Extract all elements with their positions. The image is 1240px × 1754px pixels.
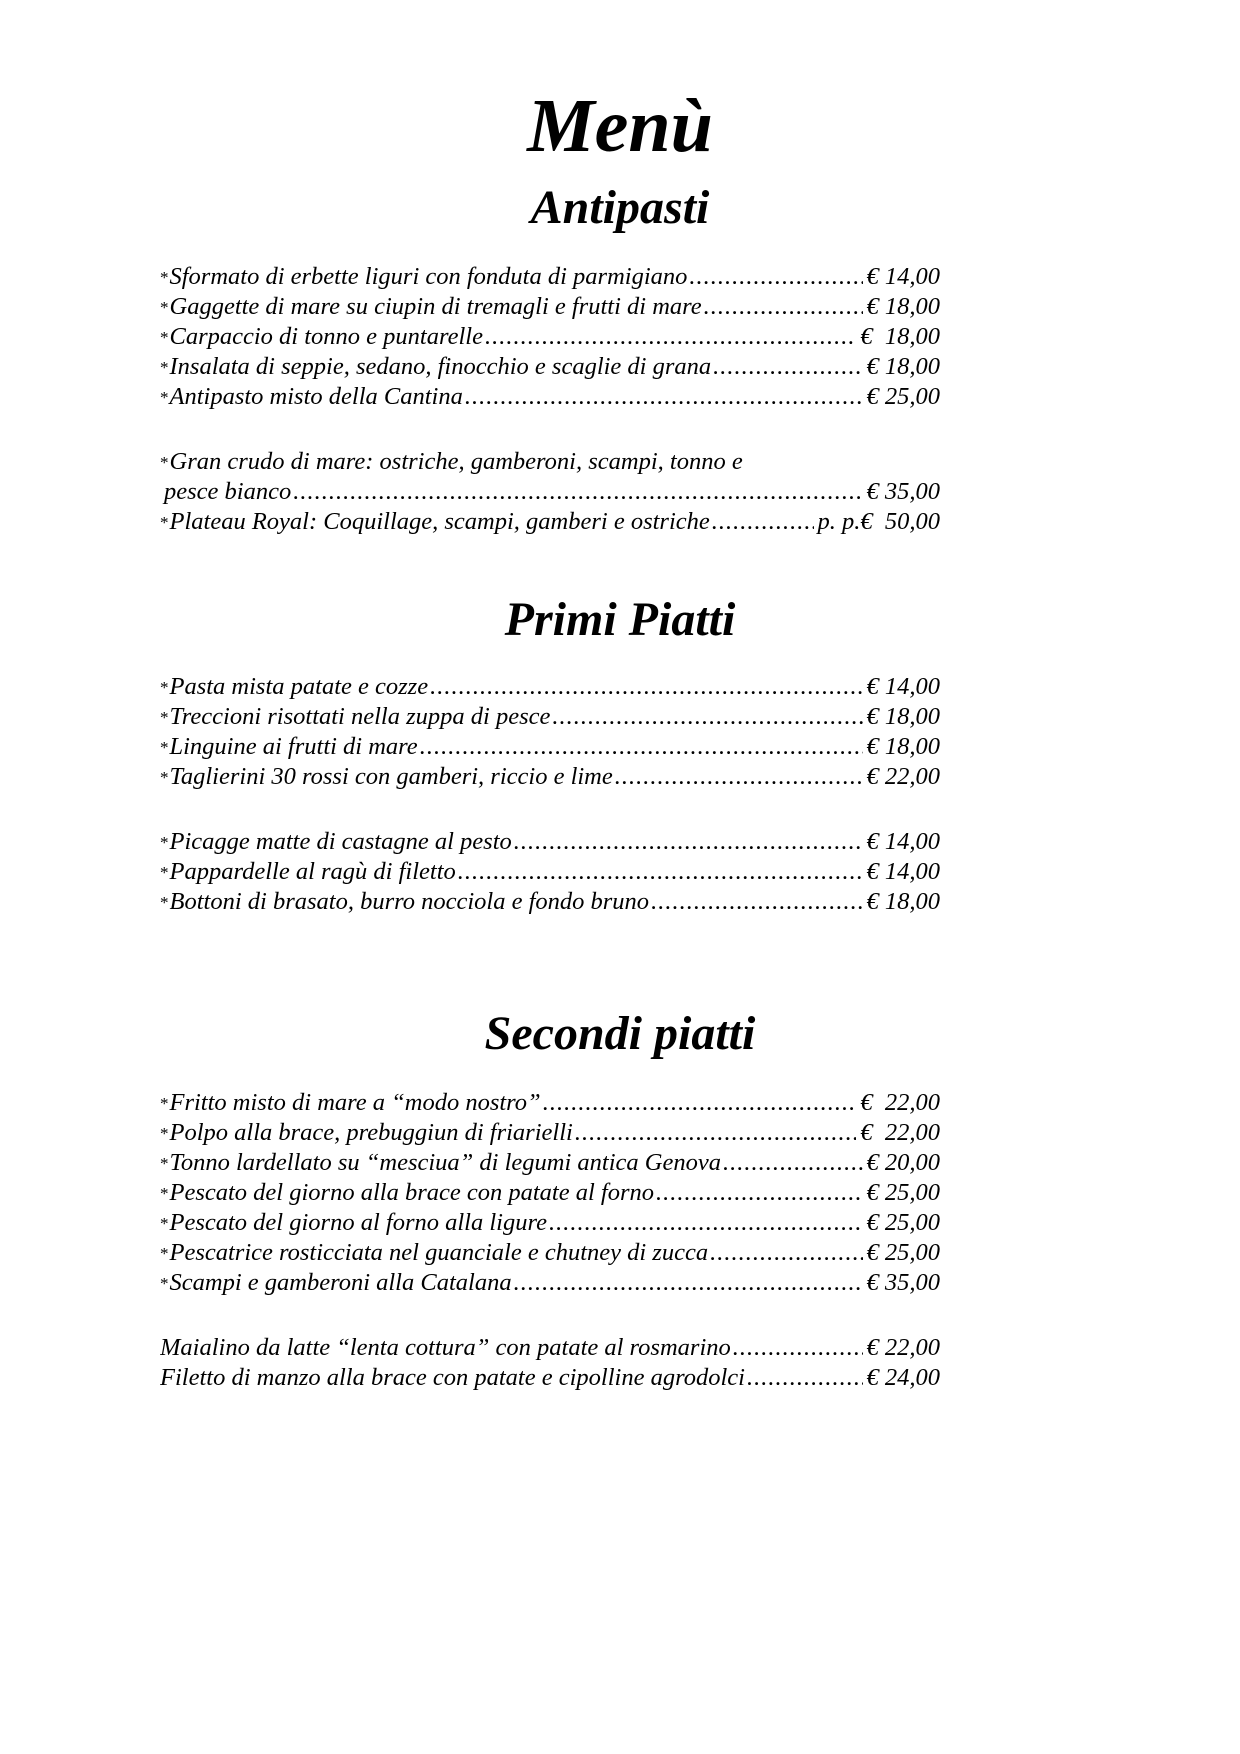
dot-leader — [712, 507, 814, 537]
secondi-piatti-list — [160, 1088, 940, 1393]
dot-leader — [465, 382, 863, 412]
menu-item-name: Taglierini 30 rossi con gamberi, riccio e lime — [169, 763, 613, 790]
menu-item-name: Maialino da latte “lenta cottura” con patate al rosmarino — [160, 1334, 731, 1361]
menu-item-price: € 18,00 — [866, 703, 940, 730]
menu-item — [160, 702, 940, 732]
menu-item-price: € 18,00 — [866, 353, 940, 380]
menu-item-name: Tonno lardellato su “mesciua” di legumi antica Genova — [169, 1149, 721, 1176]
menu-item — [160, 1208, 940, 1238]
menu-item-name: Pescatrice rosticciata nel guanciale e chutney di zucca — [169, 1239, 709, 1266]
asterisk-marker: * — [160, 1154, 169, 1173]
dot-leader — [514, 827, 863, 857]
menu-item-name: Pescato del giorno al forno alla ligure — [169, 1209, 547, 1236]
menu-item-price: € 25,00 — [866, 1179, 940, 1206]
section-title-secondi-piatti: Secondi piatti — [484, 1007, 756, 1060]
dot-leader — [689, 262, 862, 292]
asterisk-marker: * — [160, 893, 169, 912]
menu-item — [160, 762, 940, 792]
asterisk-marker: * — [160, 768, 169, 787]
menu-item-price: € 22,00 — [860, 1119, 940, 1146]
asterisk-marker: * — [160, 358, 169, 377]
dot-leader — [656, 1178, 863, 1208]
menu-item — [160, 382, 940, 412]
dot-leader — [420, 732, 863, 762]
menu-item-name: Linguine ai frutti di mare — [169, 733, 418, 760]
dot-leader — [458, 857, 863, 887]
asterisk-marker: * — [160, 1244, 169, 1263]
asterisk-marker: * — [160, 1124, 169, 1143]
dot-leader — [575, 1118, 857, 1148]
menu-item — [160, 322, 940, 352]
menu-item-price: € 14,00 — [866, 828, 940, 855]
menu-item-name: Insalata di seppie, sedano, finocchio e scaglie di grana — [169, 353, 712, 380]
asterisk-marker: * — [160, 708, 169, 727]
dot-leader — [549, 1208, 863, 1238]
section-title-primi-piatti: Primi Piatti — [504, 593, 736, 646]
menu-item — [160, 672, 940, 702]
menu-item-name: pesce bianco — [164, 478, 292, 505]
asterisk-marker: * — [160, 678, 169, 697]
menu-item — [160, 1148, 940, 1178]
dot-leader — [615, 762, 863, 792]
asterisk-marker: * — [160, 1274, 169, 1293]
menu-item-name: Scampi e gamberoni alla Catalana — [169, 1269, 512, 1296]
menu-item-price: € 22,00 — [860, 1089, 940, 1116]
menu-item-price: € 18,00 — [866, 733, 940, 760]
menu-item-price: € 18,00 — [860, 323, 940, 350]
menu-item — [160, 262, 940, 292]
dot-leader — [733, 1333, 863, 1363]
asterisk-marker: * — [160, 1094, 169, 1113]
dot-leader — [747, 1363, 863, 1393]
antipasti-list — [160, 262, 940, 537]
menu-item-price: € 25,00 — [866, 1209, 940, 1236]
menu-item — [160, 1088, 940, 1118]
dot-leader — [723, 1148, 863, 1178]
section-title-antipasti: Antipasti — [530, 181, 710, 234]
asterisk-marker: * — [160, 453, 169, 472]
dot-leader — [651, 887, 862, 917]
menu-item — [160, 732, 940, 762]
menu-item-price: € 24,00 — [866, 1364, 940, 1391]
dot-leader — [430, 672, 862, 702]
menu-item-name: Sformato di erbette liguri con fonduta di parmigiano — [169, 263, 688, 290]
menu-item — [160, 1363, 940, 1393]
menu-item — [160, 477, 940, 507]
menu-item — [160, 1333, 940, 1363]
menu-item — [160, 447, 940, 477]
menu-item-name: Pasta mista patate e cozze — [169, 673, 429, 700]
asterisk-marker: * — [160, 833, 169, 852]
asterisk-marker: * — [160, 738, 169, 757]
menu-item — [160, 1268, 940, 1298]
asterisk-marker: * — [160, 1214, 169, 1233]
menu-item-name: Carpaccio di tonno e puntarelle — [169, 323, 483, 350]
dot-leader — [543, 1088, 857, 1118]
asterisk-marker: * — [160, 328, 169, 347]
menu-item-price: € 22,00 — [866, 763, 940, 790]
menu-item — [160, 1238, 940, 1268]
menu-title: Menù — [527, 84, 713, 168]
menu-item — [160, 292, 940, 322]
asterisk-marker: * — [160, 298, 169, 317]
menu-item-price: € 18,00 — [866, 293, 940, 320]
menu-item-name: Antipasto misto della Cantina — [169, 383, 463, 410]
menu-item-price: € 14,00 — [866, 858, 940, 885]
menu-item-price: € 14,00 — [866, 263, 940, 290]
menu-item-price: € 50,00 — [860, 508, 940, 535]
menu-item-price: € 22,00 — [866, 1334, 940, 1361]
menu-item-price: € 25,00 — [866, 1239, 940, 1266]
menu-item-name: Bottoni di brasato, burro nocciola e fondo bruno — [169, 888, 650, 915]
menu-item — [160, 887, 940, 917]
primi-piatti-list — [160, 672, 940, 917]
menu-item-name: Polpo alla brace, prebuggiun di friarielli — [169, 1119, 573, 1146]
menu-item — [160, 857, 940, 887]
dot-leader — [704, 292, 863, 322]
menu-item-price: € 35,00 — [866, 478, 940, 505]
menu-item-price: € 18,00 — [866, 888, 940, 915]
asterisk-marker: * — [160, 863, 169, 882]
dot-leader — [552, 702, 862, 732]
menu-item — [160, 507, 940, 537]
menu-item-name: Plateau Royal: Coquillage, scampi, gamberi e ostriche — [169, 508, 710, 535]
dot-leader — [485, 322, 856, 352]
menu-item-price: € 25,00 — [866, 383, 940, 410]
menu-item — [160, 1118, 940, 1148]
menu-item-price: € 35,00 — [866, 1269, 940, 1296]
asterisk-marker: * — [160, 513, 169, 532]
dot-leader — [710, 1238, 862, 1268]
asterisk-marker: * — [160, 1184, 169, 1203]
menu-item — [160, 352, 940, 382]
price-unit-note: p. p. — [817, 508, 861, 535]
menu-item — [160, 1178, 940, 1208]
menu-item-name: Gran crudo di mare: ostriche, gamberoni, scampi, tonno e — [169, 448, 743, 475]
menu-item-name: Gaggette di mare su ciupin di tremagli e frutti di mare — [169, 293, 702, 320]
menu-item-price: € 14,00 — [866, 673, 940, 700]
menu-item-name: Fritto misto di mare a “modo nostro” — [169, 1089, 541, 1116]
asterisk-marker: * — [160, 388, 169, 407]
menu-item — [160, 827, 940, 857]
menu-item-name: Treccioni risottati nella zuppa di pesce — [169, 703, 551, 730]
menu-item-name: Picagge matte di castagne al pesto — [169, 828, 512, 855]
dot-leader — [293, 477, 862, 507]
dot-leader — [713, 352, 862, 382]
menu-item-price: € 20,00 — [866, 1149, 940, 1176]
asterisk-marker: * — [160, 268, 169, 287]
menu-item-name: Pappardelle al ragù di filetto — [169, 858, 456, 885]
dot-leader — [514, 1268, 863, 1298]
menu-item-name: Pescato del giorno alla brace con patate al forno — [169, 1179, 654, 1206]
menu-item-name: Filetto di manzo alla brace con patate e cipolline agrodolci — [160, 1364, 745, 1391]
